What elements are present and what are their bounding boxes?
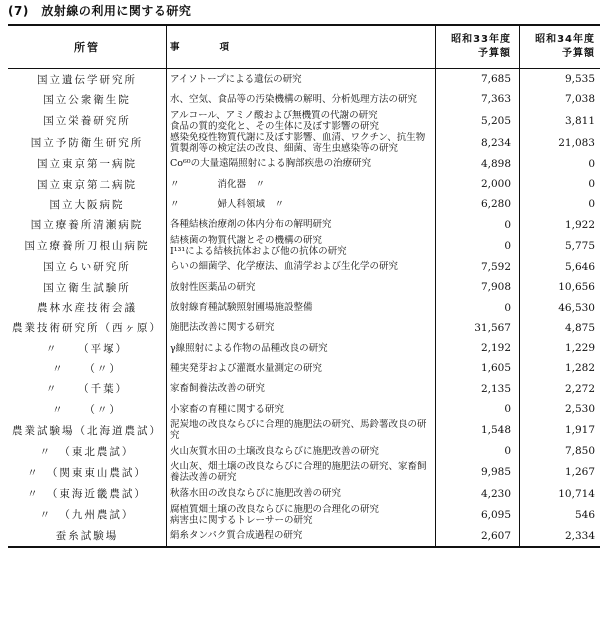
item-cell: 小家畜の育種に関する研究 (167, 399, 436, 419)
fy33-value-cell: 2,135 (436, 379, 520, 399)
institution-cell: 国立公衆衛生院 (8, 89, 167, 109)
item-cell: 感染免疫性物質代謝に及ぼす影響、血清、ワクチン、抗生物質製剤等の検定法の改良、細菌、寄生虫感染等の研究 (167, 132, 436, 154)
table-row (8, 399, 600, 419)
institution-cell: 国立遺伝学研究所 (8, 69, 167, 90)
institution-cell: 国立予防衛生研究所 (8, 132, 167, 154)
institution-cell: 国立らい研究所 (8, 257, 167, 277)
fy33-value-cell: 6,280 (436, 194, 520, 214)
item-cell: 火山灰、畑土壌の改良ならびに合理的施肥法の研究、家畜飼養法改善の研究 (167, 461, 436, 483)
fy34-value-cell: 1,922 (564, 218, 595, 231)
fy34-value-cell: 1,282 (564, 362, 595, 375)
fy33-value-cell: 0 (436, 441, 520, 461)
item-cell: らいの細菌学、化学療法、血清学および生化学の研究 (167, 257, 436, 277)
item-cell: 放射線育種試験照射圃場施設整備 (167, 297, 436, 317)
fy33-value-cell: 1,605 (436, 358, 520, 378)
fy33-value-cell: 0 (436, 297, 520, 317)
fy33-value-cell: 2,000 (436, 174, 520, 194)
fy34-value-cell: 5,646 (564, 260, 595, 273)
item-cell: 秋落水田の改良ならびに施肥改善の研究 (167, 483, 436, 503)
fy34-value-cell: 1,917 (564, 424, 595, 437)
item-cell: Co⁶⁰の大量遠隔照射による胸部疾患の治療研究 (167, 154, 436, 174)
fy33-value-cell: 7,363 (436, 89, 520, 109)
institution-cell: 農業試験場（北海道農試） (8, 419, 167, 441)
budget-table (8, 24, 600, 548)
item-cell: 結核菌の物質代謝とその機構の研究 I¹³¹による結核抗体および他の抗体の研究 (167, 235, 436, 257)
table-row (8, 419, 600, 441)
table-row (8, 483, 600, 503)
fy33-value-cell: 7,685 (436, 69, 520, 90)
fy33-value-cell: 5,205 (436, 110, 520, 132)
fy34-value-cell: 546 (574, 508, 595, 521)
institution-cell: 農業技術研究所（西ヶ原） (8, 318, 167, 338)
item-cell: 家畜飼養法改善の研究 (167, 379, 436, 399)
fy34-value-cell: 2,530 (564, 403, 595, 415)
fy34-value-cell: 2,272 (564, 382, 595, 395)
fy33-value-cell: 6,095 (436, 504, 520, 526)
item-cell: 施肥法改善に関する研究 (167, 318, 436, 338)
item-cell: 〃 婦人科領域 〃 (167, 194, 436, 214)
institution-cell: 〃 （千葉） (8, 379, 167, 399)
institution-cell: 農林水産技術会議 (8, 297, 167, 317)
institution-cell: 〃 （平塚） (8, 338, 167, 358)
table-body (8, 69, 600, 548)
table-row (8, 132, 600, 154)
institution-cell: 蚕糸試験場 (8, 526, 167, 547)
fy34-value-cell: 1,229 (564, 342, 595, 355)
table-row (8, 89, 600, 109)
item-cell: 各種結核治療剤の体内分布の解明研究 (167, 214, 436, 234)
table-row (8, 358, 600, 378)
institution-cell: 国立大阪病院 (8, 194, 167, 214)
item-cell: 種実発芽および灌漑水量測定の研究 (167, 358, 436, 378)
fy34-value-cell: 0 (588, 157, 595, 170)
table-row (8, 526, 600, 547)
fy33-value-cell: 0 (436, 214, 520, 234)
fy34-value-cell: 5,775 (564, 239, 595, 252)
item-cell: 泥炭地の改良ならびに合理的施肥法の研究、馬鈴薯改良の研究 (167, 419, 436, 441)
table-row (8, 110, 600, 132)
fy34-value-cell: 4,875 (564, 321, 595, 334)
fy34-value-cell: 3,811 (564, 114, 595, 127)
institution-cell: 〃 （東海近畿農試） (8, 483, 167, 503)
table-row (8, 69, 600, 90)
table-row (8, 214, 600, 234)
institution-cell: 国立療養所清瀬病院 (8, 214, 167, 234)
institution-cell: 国立療養所刀根山病院 (8, 235, 167, 257)
table-row (8, 297, 600, 317)
fy34-value-cell: 7,038 (564, 93, 595, 106)
institution-cell: 国立東京第二病院 (8, 174, 167, 194)
fy34-value-cell: 46,530 (558, 301, 595, 314)
fy33-value-cell: 2,192 (436, 338, 520, 358)
fy34-value-cell: 21,083 (558, 136, 595, 149)
item-cell: 火山灰質水田の土壌改良ならびに施肥改善の研究 (167, 441, 436, 461)
item-cell: 腐植質畑土壌の改良ならびに施肥の合理化の研究 病害虫に関するトレーサーの研究 (167, 504, 436, 526)
fy33-value-cell: 31,567 (436, 318, 520, 338)
table-header-row (8, 25, 600, 69)
section-title: (7) 放射線の利用に関する研究 (8, 4, 192, 18)
fy34-value-cell: 0 (588, 178, 595, 191)
fy34-value-cell: 9,535 (564, 73, 595, 86)
header-fy33: 昭和33年度 予算額 (436, 25, 520, 69)
item-cell: アイソトープによる遺伝の研究 (167, 69, 436, 90)
fy34-value-cell: 10,714 (558, 487, 595, 500)
table-row (8, 257, 600, 277)
table-row (8, 461, 600, 483)
institution-cell: 〃 （九州農試） (8, 504, 167, 526)
item-cell: γ線照射による作物の品種改良の研究 (167, 338, 436, 358)
table-row (8, 154, 600, 174)
table-row (8, 235, 600, 257)
header-institution: 所管 (8, 25, 167, 69)
item-cell: アルコール、アミノ酸および無機質の代謝の研究 食品の質的変化と、その生体に及ぼす影響の研究 (167, 110, 436, 132)
institution-cell: 〃 （関東東山農試） (8, 461, 167, 483)
institution-cell: 〃 （東北農試） (8, 441, 167, 461)
table-row (8, 338, 600, 358)
table-row (8, 318, 600, 338)
fy34-value-cell: 0 (588, 198, 595, 211)
header-fy34: 昭和34年度 予算額 (520, 25, 600, 69)
fy33-value-cell: 1,548 (436, 419, 520, 441)
fy34-value-cell: 10,656 (558, 281, 595, 294)
institution-cell: 国立東京第一病院 (8, 154, 167, 174)
table-row (8, 194, 600, 214)
table-row (8, 441, 600, 461)
table-row (8, 277, 600, 297)
item-cell: 絹糸タンパク質合成過程の研究 (167, 526, 436, 547)
item-cell: 水、空気、食品等の汚染機構の解明、分析処理方法の研究 (167, 89, 436, 109)
fy33-value-cell: 8,234 (436, 132, 520, 154)
institution-cell: 国立栄養研究所 (8, 110, 167, 132)
table-row (8, 174, 600, 194)
fy34-value-cell: 7,850 (564, 445, 595, 458)
fy33-value-cell: 7,908 (436, 277, 520, 297)
institution-cell: 国立衛生試験所 (8, 277, 167, 297)
item-cell: 放射性医薬品の研究 (167, 277, 436, 297)
fy34-value-cell: 2,334 (520, 526, 600, 547)
table-row (8, 379, 600, 399)
table-row (8, 504, 600, 526)
fy33-value-cell: 0 (436, 399, 520, 419)
header-item: 事項 (167, 25, 436, 69)
fy33-value-cell: 2,607 (436, 526, 520, 547)
fy33-value-cell: 7,592 (436, 257, 520, 277)
fy33-value-cell: 9,985 (436, 461, 520, 483)
item-cell: 〃 消化器 〃 (167, 174, 436, 194)
institution-cell: 〃 （〃） (8, 399, 167, 419)
fy34-value-cell: 1,267 (564, 466, 595, 479)
fy33-value-cell: 4,898 (436, 154, 520, 174)
fy33-value-cell: 0 (436, 235, 520, 257)
institution-cell: 〃 （〃） (8, 358, 167, 378)
fy33-value-cell: 4,230 (436, 483, 520, 503)
